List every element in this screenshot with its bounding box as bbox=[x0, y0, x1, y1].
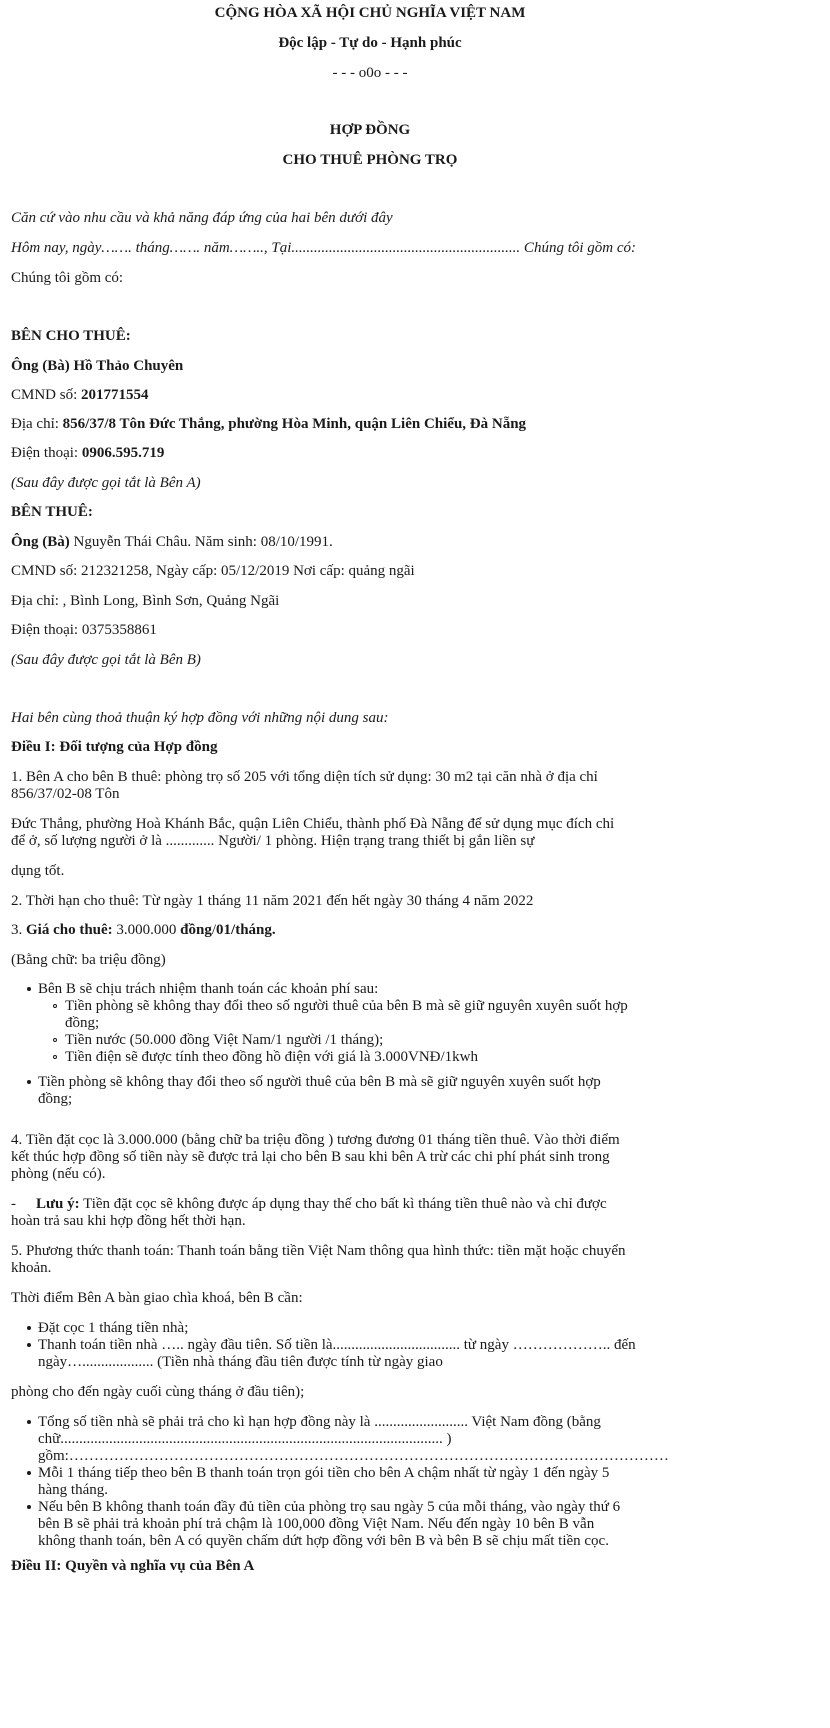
bullet-dot bbox=[27, 1420, 31, 1424]
fee-item: Tiền điện sẽ được tính theo đồng hồ điện với giá là 3.000VNĐ/1kwh bbox=[65, 1049, 478, 1065]
bullet-dot bbox=[27, 1326, 31, 1330]
clause-1-line: 856/37/02-08 Tôn bbox=[11, 786, 120, 802]
sub-bullet-circle bbox=[53, 1038, 57, 1042]
party-a-name: Ông (Bà) Hồ Thảo Chuyên bbox=[11, 358, 184, 374]
payment-item: chữ...................................................................................................... ) bbox=[38, 1431, 452, 1447]
bullet-dot bbox=[27, 987, 31, 991]
party-b-phone: Điện thoại: 0375358861 bbox=[11, 622, 157, 638]
clause-1-line: 1. Bên A cho bên B thuê: phòng trọ số 205 với tổng diện tích sử dụng: 30 m2 tại căn nhà ở địa chỉ bbox=[11, 769, 598, 785]
agreement-intro: Hai bên cùng thoả thuận ký hợp đồng với những nội dung sau: bbox=[11, 710, 389, 726]
fee-item: đồng; bbox=[65, 1015, 100, 1031]
party-a-phone: Điện thoại: 0906.595.719 bbox=[11, 445, 165, 461]
clause-2: 2. Thời hạn cho thuê: Từ ngày 1 tháng 11 năm 2021 đến hết ngày 30 tháng 4 năm 2022 bbox=[11, 893, 534, 909]
handover-item: Thanh toán tiền nhà ….. ngày đầu tiên. Số tiền là.................................. từ ngày ……………….. đến bbox=[38, 1337, 636, 1353]
clause-1-line: Đức Thắng, phường Hoà Khánh Bắc, quận Liên Chiểu, thành phố Đà Nẵng để sử dụng mục đích chỉ bbox=[11, 816, 615, 832]
we-are-line: Chúng tôi gồm có: bbox=[11, 270, 124, 286]
clause-4-line: phòng (nếu có). bbox=[11, 1166, 106, 1182]
fee-item: Tiền phòng sẽ không thay đổi theo số người thuê của bên B mà sẽ giữ nguyên xuyên suốt hợp bbox=[65, 998, 628, 1014]
handover-item: Đặt cọc 1 tháng tiền nhà; bbox=[38, 1320, 189, 1336]
payment-item: Mỗi 1 tháng tiếp theo bên B thanh toán trọn gói tiền cho bên A chậm nhất từ ngày 1 đến ngày 5 bbox=[38, 1465, 610, 1481]
fee-note: đồng; bbox=[38, 1091, 73, 1107]
party-a-id: CMND số: 201771554 bbox=[11, 387, 149, 403]
party-a-alias: (Sau đây được gọi tắt là Bên A) bbox=[11, 475, 201, 491]
clause-3-words: (Bằng chữ: ba triệu đồng) bbox=[11, 952, 166, 968]
basis-line: Căn cứ vào nhu cầu và khả năng đáp ứng của hai bên dưới đây bbox=[11, 210, 393, 226]
contract-title: HỢP ĐỒNG bbox=[329, 122, 411, 138]
clause-1-line: để ở, số lượng người ở là ............. Người/ 1 phòng. Hiện trạng trang thiết bị gắn liền sự bbox=[11, 833, 535, 849]
sub-bullet-circle bbox=[53, 1055, 57, 1059]
party-b-heading: BÊN THUÊ: bbox=[11, 504, 93, 520]
deposit-note: hoàn trả sau khi hợp đồng hết thời hạn. bbox=[11, 1213, 246, 1229]
party-b-alias: (Sau đây được gọi tắt là Bên B) bbox=[11, 652, 201, 668]
fee-note: Tiền phòng sẽ không thay đổi theo số người thuê của bên B mà sẽ giữ nguyên xuyên suốt hợp bbox=[38, 1074, 601, 1090]
motto: Độc lập - Tự do - Hạnh phúc bbox=[278, 35, 462, 51]
sub-bullet-circle bbox=[53, 1004, 57, 1008]
party-b-name: Ông (Bà) Nguyễn Thái Châu. Năm sinh: 08/10/1991. bbox=[11, 534, 333, 550]
clause-3-price: 3. Giá cho thuê: 3.000.000 đồng/01/tháng. bbox=[11, 922, 276, 938]
article-2-heading: Điều II: Quyền và nghĩa vụ của Bên A bbox=[11, 1558, 255, 1574]
handover-cont: phòng cho đến ngày cuối cùng tháng ở đầu tiên); bbox=[11, 1384, 305, 1400]
nation-title: CỘNG HÒA XÃ HỘI CHỦ NGHĨA VIỆT NAM bbox=[214, 5, 526, 21]
party-b-id: CMND số: 212321258, Ngày cấp: 05/12/2019 Nơi cấp: quảng ngãi bbox=[11, 563, 415, 579]
bullet-dot bbox=[27, 1080, 31, 1084]
handover-title: Thời điểm Bên A bàn giao chìa khoá, bên B cần: bbox=[11, 1290, 303, 1306]
header-divider: - - - o0o - - - bbox=[332, 65, 408, 81]
fees-title: Bên B sẽ chịu trách nhiệm thanh toán các khoản phí sau: bbox=[38, 981, 379, 997]
deposit-note: - Lưu ý: Tiền đặt cọc sẽ không được áp dụng thay thế cho bất kì tháng tiền thuê nào và chỉ được bbox=[11, 1196, 607, 1212]
party-a-heading: BÊN CHO THUÊ: bbox=[11, 328, 131, 344]
fee-item: Tiền nước (50.000 đồng Việt Nam/1 người /1 tháng); bbox=[65, 1032, 384, 1048]
bullet-dot bbox=[27, 1505, 31, 1509]
clause-4-line: kết thúc hợp đồng số tiền này sẽ được trả lại cho bên B sau khi bên A trừ các chi phí phát sinh trong bbox=[11, 1149, 610, 1165]
payment-item: gồm:………………………………………………………………………………………………………… bbox=[38, 1448, 669, 1464]
payment-item: Tổng số tiền nhà sẽ phải trả cho kì hạn hợp đồng này là ......................... Việt Nam đồng (bằng bbox=[38, 1414, 601, 1430]
payment-item: Nếu bên B không thanh toán đầy đủ tiền của phòng trọ sau ngày 5 của mỗi tháng, vào ngày thứ 6 bbox=[38, 1499, 621, 1515]
clause-5-line: khoản. bbox=[11, 1260, 52, 1276]
payment-item: bên B sẽ phải trả khoản phí trả chậm là 100,000 đồng Việt Nam. Nếu đến ngày 10 bên B vẫn bbox=[38, 1516, 595, 1532]
clause-5-line: 5. Phương thức thanh toán: Thanh toán bằng tiền Việt Nam thông qua hình thức: tiền mặt hoặc chuyển bbox=[11, 1243, 626, 1259]
clause-1-line: dụng tốt. bbox=[11, 863, 65, 879]
contract-subtitle: CHO THUÊ PHÒNG TRỌ bbox=[282, 152, 458, 168]
payment-item: không thanh toán, bên A có quyền chấm dứt hợp đồng với bên B và bên B sẽ chịu mất tiền cọc. bbox=[38, 1533, 609, 1549]
date-place-line: Hôm nay, ngày……. tháng……. năm…….., Tại............................................................. Chúng tôi gồm có: bbox=[11, 240, 637, 256]
bullet-dot bbox=[27, 1343, 31, 1347]
handover-item: ngày…................... (Tiền nhà tháng đầu tiên được tính từ ngày giao bbox=[38, 1354, 443, 1370]
party-b-address: Địa chỉ: , Bình Long, Bình Sơn, Quảng Ngãi bbox=[11, 593, 280, 609]
party-a-address: Địa chỉ: 856/37/8 Tôn Đức Thắng, phường Hòa Minh, quận Liên Chiểu, Đà Nẵng bbox=[11, 416, 527, 432]
clause-4-line: 4. Tiền đặt cọc là 3.000.000 (bằng chữ ba triệu đồng ) tương đương 01 tháng tiền thuê. Vào thời điểm bbox=[11, 1132, 620, 1148]
bullet-dot bbox=[27, 1471, 31, 1475]
article-1-heading: Điều I: Đối tượng của Hợp đồng bbox=[11, 739, 218, 755]
payment-item: hàng tháng. bbox=[38, 1482, 108, 1498]
